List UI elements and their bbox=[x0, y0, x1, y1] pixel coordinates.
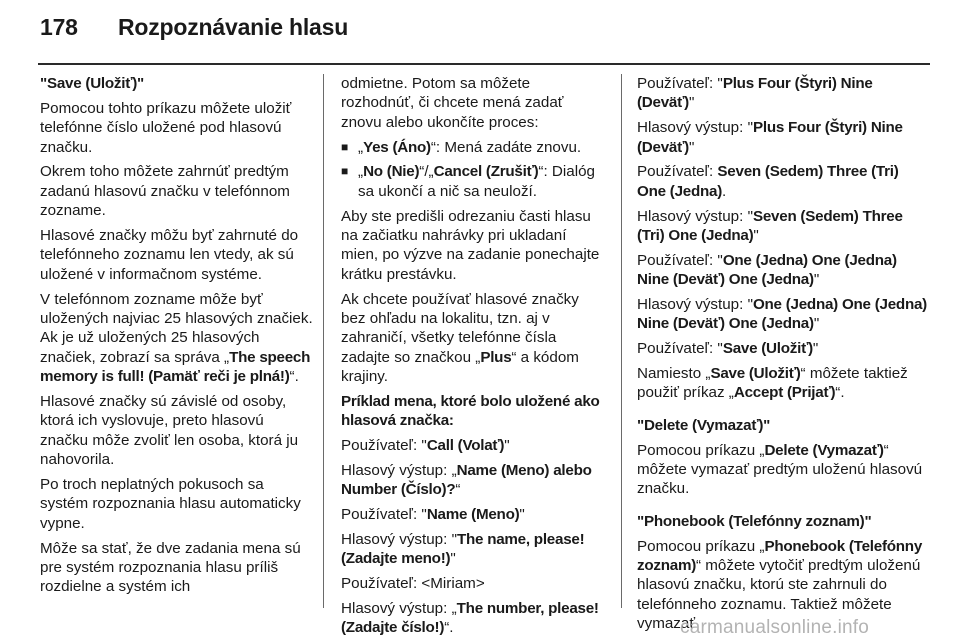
bullet-square-icon: ■ bbox=[341, 164, 349, 179]
example-title: Príklad mena, ktoré bolo uložené ako hlasová značka: bbox=[341, 393, 600, 430]
page-header bbox=[40, 14, 348, 50]
section-title-delete: "Delete (Vymazať)" bbox=[637, 416, 771, 434]
column-2 bbox=[341, 74, 606, 643]
paragraph: Aby ste predišli odrezaniu časti hlasu na začiatku nahrávky pri ukladaní mien, po výzve na zadanie ponechajte krátku prestávku. bbox=[341, 207, 600, 283]
paragraph: Pomocou príkazu „Delete (Vymazať)“ môžete vymazať predtým uloženú hlasovú značku. bbox=[637, 441, 923, 498]
column-divider bbox=[323, 74, 324, 608]
dialog-line: Hlasový výstup: „Name (Meno) alebo Number (Číslo)?“ bbox=[341, 462, 592, 499]
dialog-line: Používateľ: <Miriam> bbox=[341, 575, 485, 593]
section-title-phonebook: "Phonebook (Telefónny zoznam)" bbox=[637, 512, 872, 530]
page-title: Rozpoznávanie hlasu bbox=[118, 14, 349, 40]
dialog-line: Hlasový výstup: "Seven (Sedem) Three (Tri) One (Jedna)" bbox=[637, 207, 903, 245]
paragraph: Ak chcete používať hlasové značky bez ohľadu na lokalitu, tzn. aj v zahraničí, všetky telefónne čísla zadajte so značkou „Plus“ a kódom krajiny. bbox=[341, 290, 579, 386]
paragraph: Po troch neplatných pokusoch sa systém rozpoznania hlasu automaticky vypne. bbox=[40, 476, 301, 532]
dialog-line: Používateľ: "Call (Volať)" bbox=[341, 437, 510, 455]
column-3 bbox=[637, 74, 927, 639]
list-item: ■ „Yes (Áno)“: Mená zadáte znovu. bbox=[341, 138, 582, 156]
paragraph: Hlasové značky sú závislé od osoby, ktorá ich vyslovuje, preto hlasovú značku môže zvoliť len osoba, ktorá ju nahovorila. bbox=[40, 393, 299, 469]
column-1 bbox=[40, 74, 316, 602]
list-item: ■ „No (Nie)“/„Cancel (Zrušiť)“: Dialóg sa ukončí a nič sa neuloží. bbox=[341, 163, 595, 200]
paragraph: odmietne. Potom sa môžete rozhodnúť, či chcete mená zadať znovu alebo ukončíte proces: bbox=[341, 75, 564, 131]
dialog-line: Hlasový výstup: "One (Jedna) One (Jedna) Nine (Deväť) One (Jedna)" bbox=[637, 296, 927, 333]
dialog-line: Používateľ: "Save (Uložiť)" bbox=[637, 340, 819, 358]
header-rule bbox=[38, 63, 930, 65]
paragraph: Pomocou príkazu „Phonebook (Telefónny zoznam)“ môžete vytočiť predtým uloženú hlasovú značku, ktorú ste zahrnuli do telefónneho zoznamu. Taktiež môžete vymazať bbox=[637, 537, 923, 633]
dialog-line: Používateľ: Seven (Sedem) Three (Tri) One (Jedna). bbox=[637, 163, 899, 200]
paragraph: Okrem toho môžete zahrnúť predtým zadanú hlasovú značku v telefónnom zozname. bbox=[40, 163, 290, 220]
column-divider bbox=[621, 74, 622, 608]
section-title-save: "Save (Uložiť)" bbox=[40, 75, 145, 92]
dialog-line: Hlasový výstup: "Plus Four (Štyri) Nine (Deväť)" bbox=[637, 119, 903, 156]
dialog-line: Používateľ: "Name (Meno)" bbox=[341, 506, 525, 524]
dialog-line: Používateľ: "Plus Four (Štyri) Nine (Deväť)" bbox=[637, 75, 873, 112]
paragraph: Namiesto „Save (Uložiť)“ môžete taktiež použiť príkaz „Accept (Prijať)“. bbox=[637, 365, 908, 402]
watermark: carmanualsonline.info bbox=[680, 617, 870, 638]
paragraph: V telefónnom zozname môže byť uložených najviac 25 hlasových značiek. Ak je už uložených 25 hlasových značiek, zobrazí sa správa „The speech memory is full! (Pamäť reči je plná!)“. bbox=[40, 290, 313, 386]
paragraph: Pomocou tohto príkazu môžete uložiť telefónne číslo uložené pod hlasovú značku. bbox=[40, 99, 292, 156]
dialog-line: Používateľ: "One (Jedna) One (Jedna) Nine (Deväť) One (Jedna)" bbox=[637, 251, 897, 289]
paragraph: Hlasové značky môžu byť zahrnuté do telefónneho zoznamu len vtedy, ak sú uložené v informačnom systéme. bbox=[40, 227, 299, 283]
dialog-line: Hlasový výstup: "The name, please! (Zadajte meno!)" bbox=[341, 531, 585, 568]
bullet-square-icon: ■ bbox=[341, 139, 349, 154]
page-number: 178 bbox=[40, 14, 78, 40]
dialog-line: Hlasový výstup: „The number, please! (Zadajte číslo!)“. bbox=[341, 600, 599, 637]
paragraph: Môže sa stať, že dve zadania mena sú pre systém rozpoznania hlasu príliš rozdielne a systém ich bbox=[40, 539, 301, 596]
